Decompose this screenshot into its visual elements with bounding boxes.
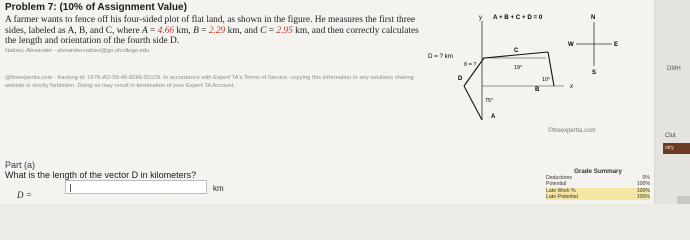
watermark: ©theexpertta.com (548, 128, 596, 134)
grade-summary-title: Grade Summary (574, 168, 622, 175)
grade-row: Potential 100% (546, 181, 650, 188)
grade-summary (546, 168, 650, 200)
angle-19: 19° (514, 65, 523, 71)
axis-y-label: y (479, 15, 482, 21)
answer-input[interactable] (65, 180, 207, 194)
problem-statement: A farmer wants to fence off his four-sided plot of flat land, as shown in the figure. He measures the first three sides, labeled as A, B, and C, where A = 4.66 km, B = 2.29 km, and C = 2.95 km, and then correctly calculates the length and orientation of the fourth side D. (5, 15, 419, 47)
compass-w: W (568, 42, 574, 48)
sidebar-badge (677, 196, 690, 204)
text-caret (70, 184, 71, 192)
sidebar-clut[interactable]: Clut (665, 133, 676, 139)
compass-s: S (592, 70, 597, 76)
vector-diagram (428, 8, 618, 128)
axis-x-label: x (570, 84, 573, 90)
sidebar-strip[interactable] (663, 143, 690, 154)
author-line: Nabavi, Alexander - alexander.nabavi@go.sfcollege.edu (5, 48, 150, 54)
question-text: What is the length of the vector D in kilometers? (5, 170, 197, 180)
part-label: Part (a) (5, 160, 36, 170)
answer-label: D = (17, 190, 32, 200)
label-a: A (491, 114, 496, 120)
label-d-eq: D = ? km (428, 53, 453, 60)
vector-equation: A + B + C + D = 0 (493, 14, 543, 21)
vector-figure (428, 8, 618, 128)
grade-row: Late Work % 100% (546, 187, 650, 194)
sidebar-dmh[interactable]: DMH (667, 66, 681, 72)
copyright-notice: @theexpertta.com - tracking id: 1F76-AD-59-46-8266-55129. In accordance with Expert TA's Terms of Service. copying this information to any solutions sharing website is strictly forbidden. Doing so may result in termination of your Expert TA Account. (5, 75, 414, 89)
compass-icon (568, 15, 618, 76)
right-sidebar (654, 0, 690, 204)
label-c: C (514, 48, 519, 54)
label-theta: θ = ? (464, 62, 477, 68)
angle-10: 10° (542, 77, 551, 83)
angle-75: 75° (485, 98, 494, 104)
problem-title: Problem 7: (10% of Assignment Value) (5, 2, 187, 13)
grade-row: Deductions 0% (546, 175, 650, 181)
sidebar-strip-label: stry (665, 145, 674, 151)
compass-e: E (614, 42, 618, 48)
answer-unit: km (213, 184, 224, 193)
compass-n: N (591, 15, 596, 21)
vector-a-line (464, 86, 482, 120)
grade-row: Late Potential 100% (546, 193, 650, 200)
label-d: D (458, 76, 463, 82)
label-b: B (535, 87, 540, 93)
